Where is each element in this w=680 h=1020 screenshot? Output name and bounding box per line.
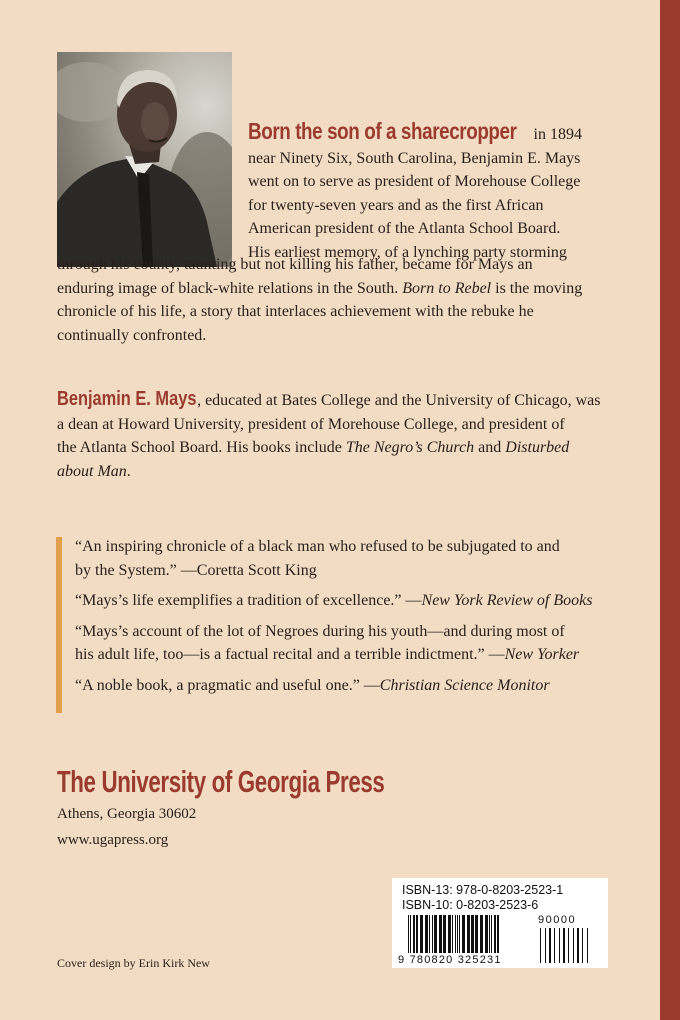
barcode-bar [413, 915, 415, 953]
quote-new-yorker-line-2 [75, 643, 625, 667]
barcode-bar [439, 915, 442, 953]
barcode-addon-bar [545, 928, 546, 963]
bio-line-3: went on to serve as president of Morehouse College [248, 173, 581, 190]
bio-line-8-b: is the moving [491, 279, 583, 297]
barcode-addon-bar [577, 928, 579, 963]
bio-line-4: for twenty-seven years and as the first African [248, 196, 544, 214]
barcode-bar [420, 915, 423, 953]
quote-nyrb-source: New York Review of Books [421, 592, 593, 609]
bio-line-10: continually confronted. [57, 326, 207, 344]
barcode-addon-bar [582, 928, 583, 963]
bio-opening [248, 120, 608, 264]
isbn-10: ISBN-10: 0-8203-2523-6 [402, 898, 539, 912]
barcode-addon-bar [573, 928, 574, 963]
quote-csm-line [75, 674, 625, 698]
author-portrait [57, 52, 232, 267]
portrait-illustration [57, 52, 232, 267]
quote-nyrb-text: “Mays’s life exemplifies a tradition of excellence.” — [75, 592, 422, 609]
barcode-bar [491, 915, 492, 953]
book-title-disturbed: Disturbed [505, 439, 570, 456]
barcode-addon-bar [559, 928, 560, 963]
barcode-addon-bar [568, 928, 569, 963]
author-line-1 [57, 388, 617, 413]
author-line-2: a dean at Howard University, president of Morehouse College, and president of [57, 415, 565, 433]
quote-new-yorker [75, 620, 625, 667]
barcode-bar [455, 915, 456, 953]
barcode-bar [443, 915, 446, 953]
barcode-bar [410, 915, 411, 953]
publisher-city: Athens, Georgia 30602 [57, 806, 197, 822]
barcode-addon-bar [540, 928, 541, 963]
barcode-bar [432, 915, 433, 953]
bio-line-6: His earliest memory, of a lynching party storming [248, 243, 567, 261]
isbn-13: ISBN-13: 978-0-8203-2523-1 [402, 883, 564, 897]
barcode-addon-bar [563, 928, 565, 963]
quote-king-line-2: by the System.” —Coretta Scott King [75, 561, 317, 579]
barcode-bar [471, 915, 474, 953]
barcode-bar [408, 915, 409, 953]
barcode-bar [448, 915, 451, 953]
bio-line-9: chronicle of his life, a story that interlaces achievement with the rebuke he [57, 303, 534, 320]
quote-csm [75, 674, 625, 698]
author-line-3-a: the Atlanta School Board. His books include [57, 439, 346, 456]
barcode-addon-bar [554, 928, 555, 963]
barcode-block [392, 878, 608, 968]
review-quotes [75, 535, 625, 704]
barcode-bar [459, 915, 460, 953]
bio-line-1 [248, 120, 608, 147]
barcode-bar [489, 915, 490, 953]
barcode-bar [462, 915, 465, 953]
barcode-bar [485, 915, 488, 953]
bio-line-7: through his county, taunting but not killing his father, became for Mays an [57, 256, 533, 273]
author-line-3-b: and [474, 439, 506, 456]
author-line-4 [57, 460, 617, 484]
book-title-born-to-rebel: Born to Rebel [402, 279, 492, 297]
quote-csm-source: Christian Science Monitor [379, 676, 550, 694]
author-line-4-end: . [126, 462, 131, 480]
barcode-bar [452, 915, 453, 953]
barcode-bar [494, 915, 496, 953]
author-name: Benjamin E. Mays [57, 388, 197, 410]
quote-nyrb-line [75, 589, 625, 613]
quote-csm-text: “A noble book, a pragmatic and useful one.” — [75, 676, 380, 694]
bio-line-8 [57, 277, 617, 301]
barcode-bar [425, 915, 428, 953]
barcode-bar [429, 915, 430, 953]
quote-new-yorker-source: New Yorker [504, 646, 580, 663]
quotes-accent-bar [56, 537, 62, 713]
barcode-bar [467, 915, 470, 953]
author-bio [57, 388, 617, 483]
bio-headline: Born the son of a sharecropper [248, 118, 517, 144]
author-line-3 [57, 436, 617, 460]
spine-edge [660, 0, 680, 1020]
quote-king-line-1: “An inspiring chronicle of a black man who refused to be subjugated to and [75, 538, 560, 555]
bio-line-8-a: enduring image of black-white relations in the South. [57, 279, 403, 297]
barcode-bar [457, 915, 458, 953]
barcode-addon-bar [587, 928, 588, 963]
book-title-negros-church: The Negro’s Church [345, 439, 475, 456]
publisher-name: The University of Georgia Press [57, 764, 385, 799]
quote-nyrb [75, 589, 625, 613]
author-line-1-tail: , educated at Bates College and the University of Chicago, was [197, 392, 601, 409]
barcode-bar [497, 915, 499, 953]
quote-new-yorker-text: his adult life, too—is a factual recital and a terrible indictment.” — [75, 646, 505, 663]
barcode-bar [416, 915, 418, 953]
ean-digits: 9 780820 325231 [398, 954, 502, 966]
barcode-addon-bar [549, 928, 551, 963]
barcode-bar [480, 915, 483, 953]
barcode-bar [434, 915, 437, 953]
book-title-about-man: about Man [57, 462, 127, 480]
quote-king [75, 535, 625, 582]
barcode-bar [475, 915, 478, 953]
bio-line-1-tail: in 1894 [529, 126, 582, 143]
bio-line-2: near Ninety Six, South Carolina, Benjamin E. Mays [248, 149, 581, 167]
publisher-url[interactable]: www.ugapress.org [57, 832, 169, 848]
price-code: 90000 [538, 914, 577, 926]
bio-continuation [57, 253, 617, 347]
cover-credit: Cover design by Erin Kirk New [57, 956, 210, 970]
bio-line-5: American president of the Atlanta School Board. [248, 220, 561, 237]
quote-new-yorker-line-1: “Mays’s account of the lot of Negroes during his youth—and during most of [75, 622, 565, 640]
